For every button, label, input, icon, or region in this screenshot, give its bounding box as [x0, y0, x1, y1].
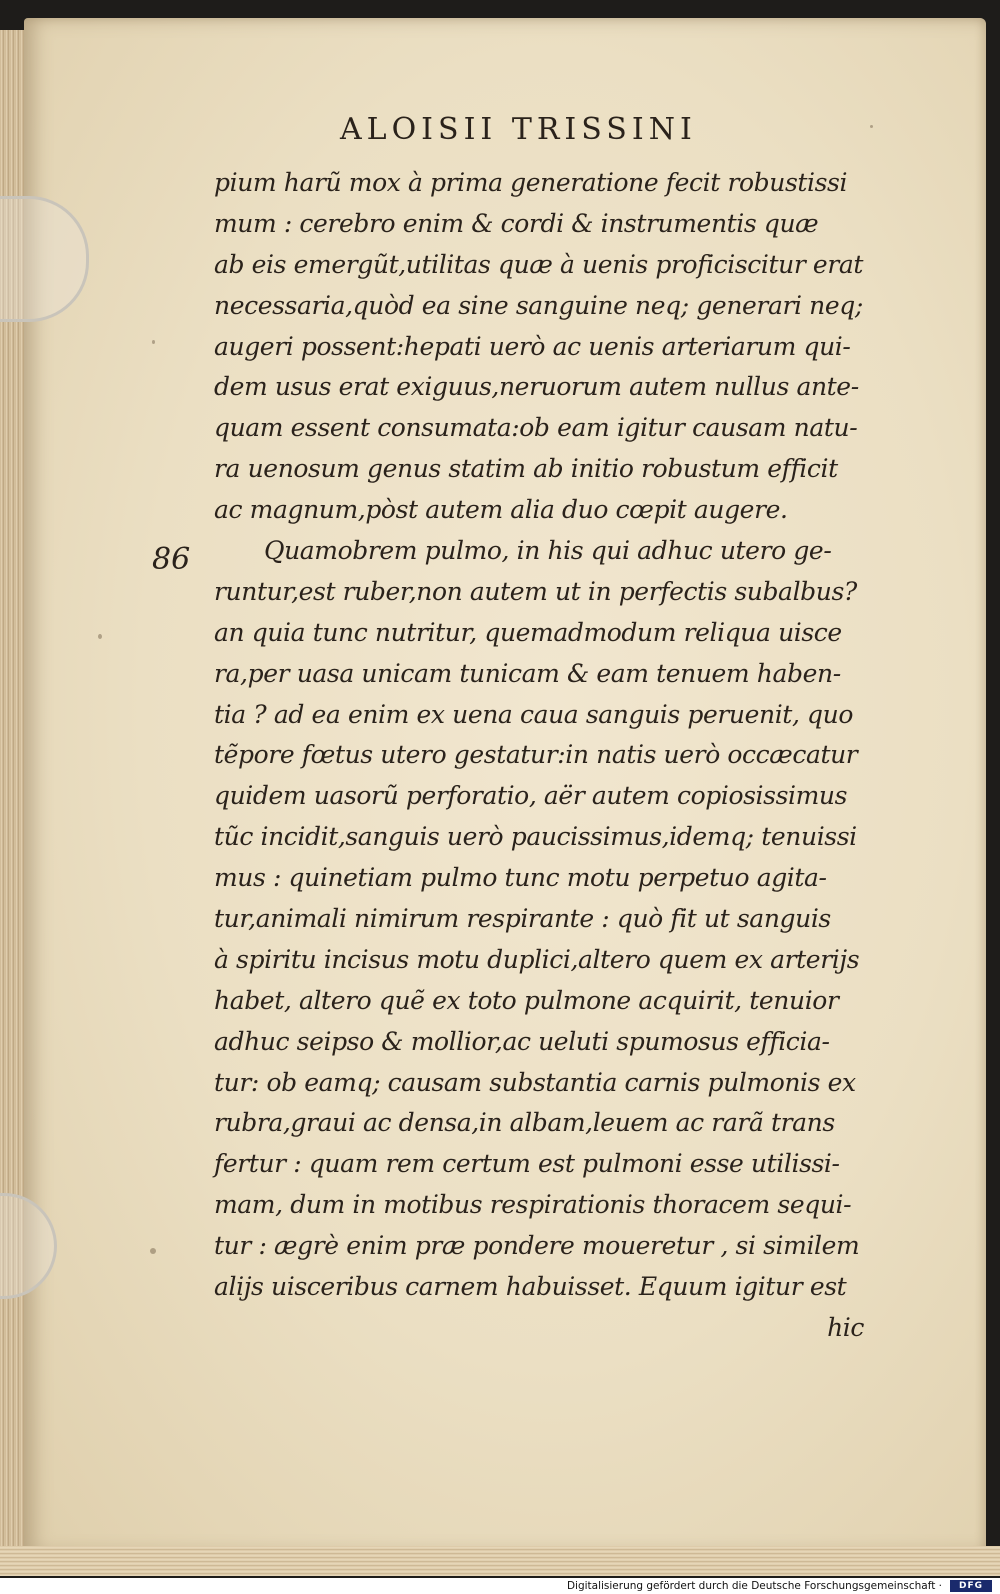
running-title: ALOISII TRISSINI: [340, 112, 697, 147]
text-line: quam essent consumata:ob eam igitur causam natu-: [214, 413, 858, 443]
text-line: mum : cerebro enim & cordi & instrumentis quæ: [214, 208, 819, 238]
footer-credit: Digitalisierung gefördert durch die Deutsche Forschungsgemeinschaft ·: [566, 1580, 942, 1592]
text-line: mus : quinetiam pulmo tunc motu perpetuo agita-: [214, 863, 827, 893]
text-line: an quia tunc nutritur, quemadmodum reliqua uisce: [214, 617, 842, 647]
ink-spot: [152, 340, 155, 344]
text-line: adhuc seipso & mollior,ac ueluti spumosus efficia-: [214, 1026, 830, 1056]
text-line: runtur,est ruber,non autem ut in perfectis subalbus?: [214, 576, 857, 606]
text-line: mam, dum in motibus respirationis thoracem sequi-: [214, 1190, 852, 1220]
text-line: tia ? ad ea enim ex uena caua sanguis peruenit, quo: [214, 699, 853, 729]
dfg-logo: DFG: [950, 1580, 992, 1592]
margin-section-number: 86: [152, 542, 191, 577]
text-line: necessaria,quòd ea sine sanguine neq; generari neq;: [214, 290, 863, 320]
ink-spot: [98, 634, 102, 639]
ink-spot: [870, 125, 873, 128]
text-line: ab eis emergũt,utilitas quæ à uenis proficiscitur erat: [214, 249, 864, 279]
text-line: pium harũ mox à prima generatione fecit robustissi: [214, 168, 848, 197]
text-line: rubra,graui ac densa,in albam,leuem ac rarã trans: [214, 1108, 835, 1138]
text-line: tur,animali nimirum respirante : quò fit ut sanguis: [214, 904, 831, 934]
text-line: quidem uasorũ perforatio, aër autem copiosissimus: [214, 781, 848, 811]
book-bottom-edge: [0, 1546, 1000, 1576]
body-text: [214, 163, 874, 1349]
text-line: alijs uisceribus carnem habuisset. Equum igitur est: [214, 1272, 847, 1302]
text-line: ra uenosum genus statim ab initio robustum efficit: [214, 454, 838, 484]
footer-bar: [0, 1578, 1000, 1594]
text-line: augeri possent:hepati uerò ac uenis arteriarum qui-: [214, 331, 851, 361]
text-line: ra,per uasa unicam tunicam & eam tenuem haben-: [214, 658, 841, 688]
text-line: tẽpore fœtus utero gestatur:in natis uerò occæcatur: [214, 740, 858, 770]
text-line: à spiritu incisus motu duplici,altero quem ex arterijs: [214, 944, 860, 974]
text-line: ac magnum,pòst autem alia duo cœpit augere.: [214, 495, 788, 525]
text-line: tũc incidit,sanguis uerò paucissimus,idemq; tenuissi: [214, 822, 857, 852]
text-line: tur : ægrè enim præ pondere moueretur , si similem: [214, 1231, 860, 1261]
text-line: Quamobrem pulmo, in his qui adhuc utero ge-: [264, 536, 832, 566]
text-line: habet, altero quẽ ex toto pulmone acquirit, tenuior: [214, 985, 839, 1015]
text-line: tur: ob eamq; causam substantia carnis pulmonis ex: [214, 1067, 856, 1097]
text-line: dem usus erat exiguus,neruorum autem nullus ante-: [214, 372, 859, 402]
catchword: hic: [827, 1312, 864, 1342]
ink-spot: [150, 1248, 156, 1254]
text-line: fertur : quam rem certum est pulmoni esse utilissi-: [214, 1149, 840, 1179]
